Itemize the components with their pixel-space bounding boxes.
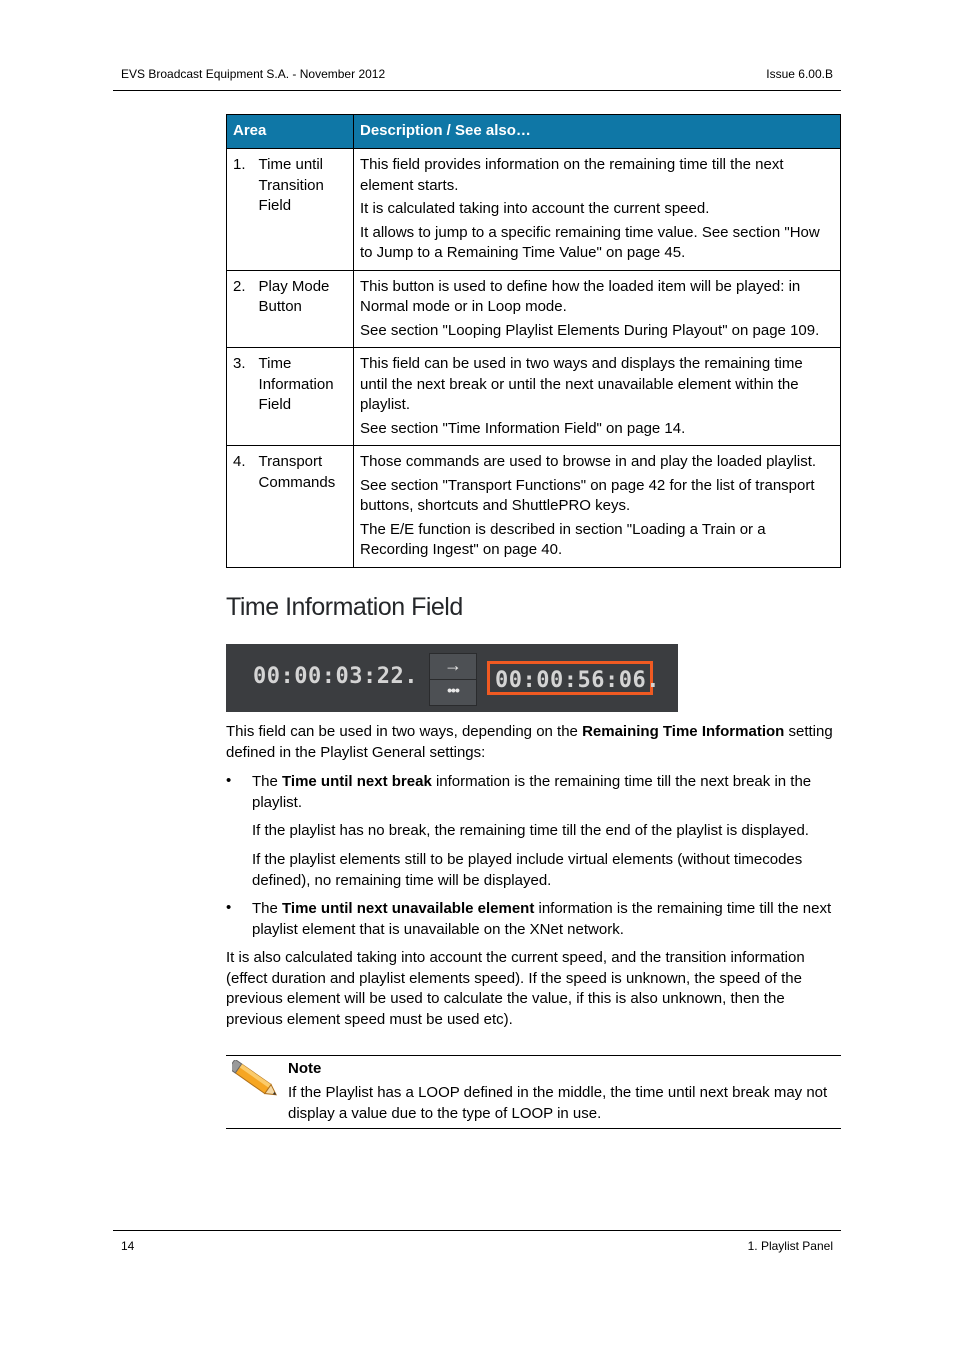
table-row — [227, 446, 841, 568]
bullet-time-until-next-break — [252, 772, 836, 813]
description-line: This field provides information on the remaining time till the next element starts. — [360, 156, 784, 194]
intro-text-end: setting defined in the Playlist General settings: — [226, 723, 833, 761]
section-title: Time Information Field — [226, 593, 463, 621]
time-information-field — [487, 661, 660, 695]
bullet-time-until-next-unavailable — [252, 899, 836, 940]
row-area-name: Play Mode Button — [255, 270, 354, 348]
description-line: See section "Transport Functions" on page 42 for the list of transport buttons, shortcuts and ShuttlePRO keys. — [360, 476, 815, 514]
row-area-name: Transport Commands — [255, 446, 354, 568]
speed-paragraph: It is also calculated taking into account the current speed, and the transition information (effect duration and playlist elements speed). If the speed is unknown, the speed of the previous element will be used to calculate the value, if this is also unknown, then the previous element speed must be used etc). — [226, 949, 805, 1028]
page-footer — [113, 1230, 841, 1257]
row-number: 4. — [227, 446, 255, 568]
row-description — [354, 446, 841, 568]
area-description-table — [226, 114, 841, 568]
row-number: 1. — [227, 149, 255, 271]
description-line: Those commands are used to browse in and play the loaded playlist. — [360, 453, 817, 470]
bullet-bold: Time until next unavailable element — [282, 900, 535, 917]
intro-bold: Remaining Time Information — [582, 723, 785, 740]
note-box — [226, 1055, 841, 1129]
time-information-screenshot — [226, 644, 678, 712]
column-header-area: Area — [227, 115, 354, 149]
row-description — [354, 270, 841, 348]
intro-text: This field can be used in two ways, depending on the — [226, 723, 583, 740]
note-title: Note — [288, 1060, 322, 1077]
row-area-name: Time until Transition Field — [255, 149, 354, 271]
sub-paragraph: If the playlist elements still to be played include virtual elements (without timecodes defined), no remaining time will be displayed. — [252, 851, 803, 889]
description-line: This field can be used in two ways and displays the remaining time until the next break or until the next unavailable element within the playlist. — [360, 355, 803, 413]
chapter-title: 1. Playlist Panel — [747, 1239, 833, 1253]
time-information-value: 00:00:56:06. — [495, 668, 660, 693]
row-description — [354, 348, 841, 446]
sub-paragraph: If the playlist has no break, the remaining time till the end of the playlist is displayed. — [252, 822, 809, 839]
page-number: 14 — [121, 1239, 135, 1253]
bullet-text-end: information is the remaining time till the next playlist element that is unavailable on the XNet network. — [252, 900, 832, 938]
row-description — [354, 149, 841, 271]
description-line: See section "Looping Playlist Elements During Playout" on page 109. — [360, 321, 820, 339]
header-publisher: EVS Broadcast Equipment S.A. - November 2012 — [121, 67, 386, 81]
bullet-marker: • — [226, 899, 232, 916]
column-header-description: Description / See also… — [354, 115, 841, 149]
bullet-text: The — [252, 900, 283, 917]
row-area-name: Time Information Field — [255, 348, 354, 446]
time-until-transition-field: 00:00:03:22. — [253, 664, 418, 689]
bullet-bold: Time until next break — [282, 773, 432, 790]
description-line: It is calculated taking into account the current speed. — [360, 200, 710, 217]
description-line: See section "Time Information Field" on page 14. — [360, 419, 686, 437]
table-header-row — [227, 115, 841, 149]
right-arrow-icon: → — [429, 653, 477, 680]
bullet-text-end: information is the remaining time till the next break in the playlist. — [252, 773, 812, 811]
table-row — [227, 348, 841, 446]
row-number: 3. — [227, 348, 255, 446]
table-row — [227, 270, 841, 348]
page-header — [113, 64, 841, 91]
pencil-icon — [232, 1060, 282, 1104]
description-line: This button is used to define how the loaded item will be played: in Normal mode or in Loop mode. — [360, 277, 801, 315]
table-row — [227, 149, 841, 271]
bullet-text: The — [252, 773, 283, 790]
description-line: It allows to jump to a specific remaining time value. See section "How to Jump to a Remaining Time Value" on page 45. — [360, 223, 820, 261]
description-line: The E/E function is described in section "Loading a Train or a Recording Ingest" on page 40. — [360, 520, 766, 558]
more-dots-icon: ••• — [429, 679, 477, 706]
bullet-marker: • — [226, 772, 232, 789]
note-text: If the Playlist has a LOOP defined in the middle, the time until next break may not display a value due to the type of LOOP in use. — [288, 1084, 828, 1122]
row-number: 2. — [227, 270, 255, 348]
header-issue: Issue 6.00.B — [766, 67, 833, 81]
intro-paragraph — [226, 722, 836, 763]
